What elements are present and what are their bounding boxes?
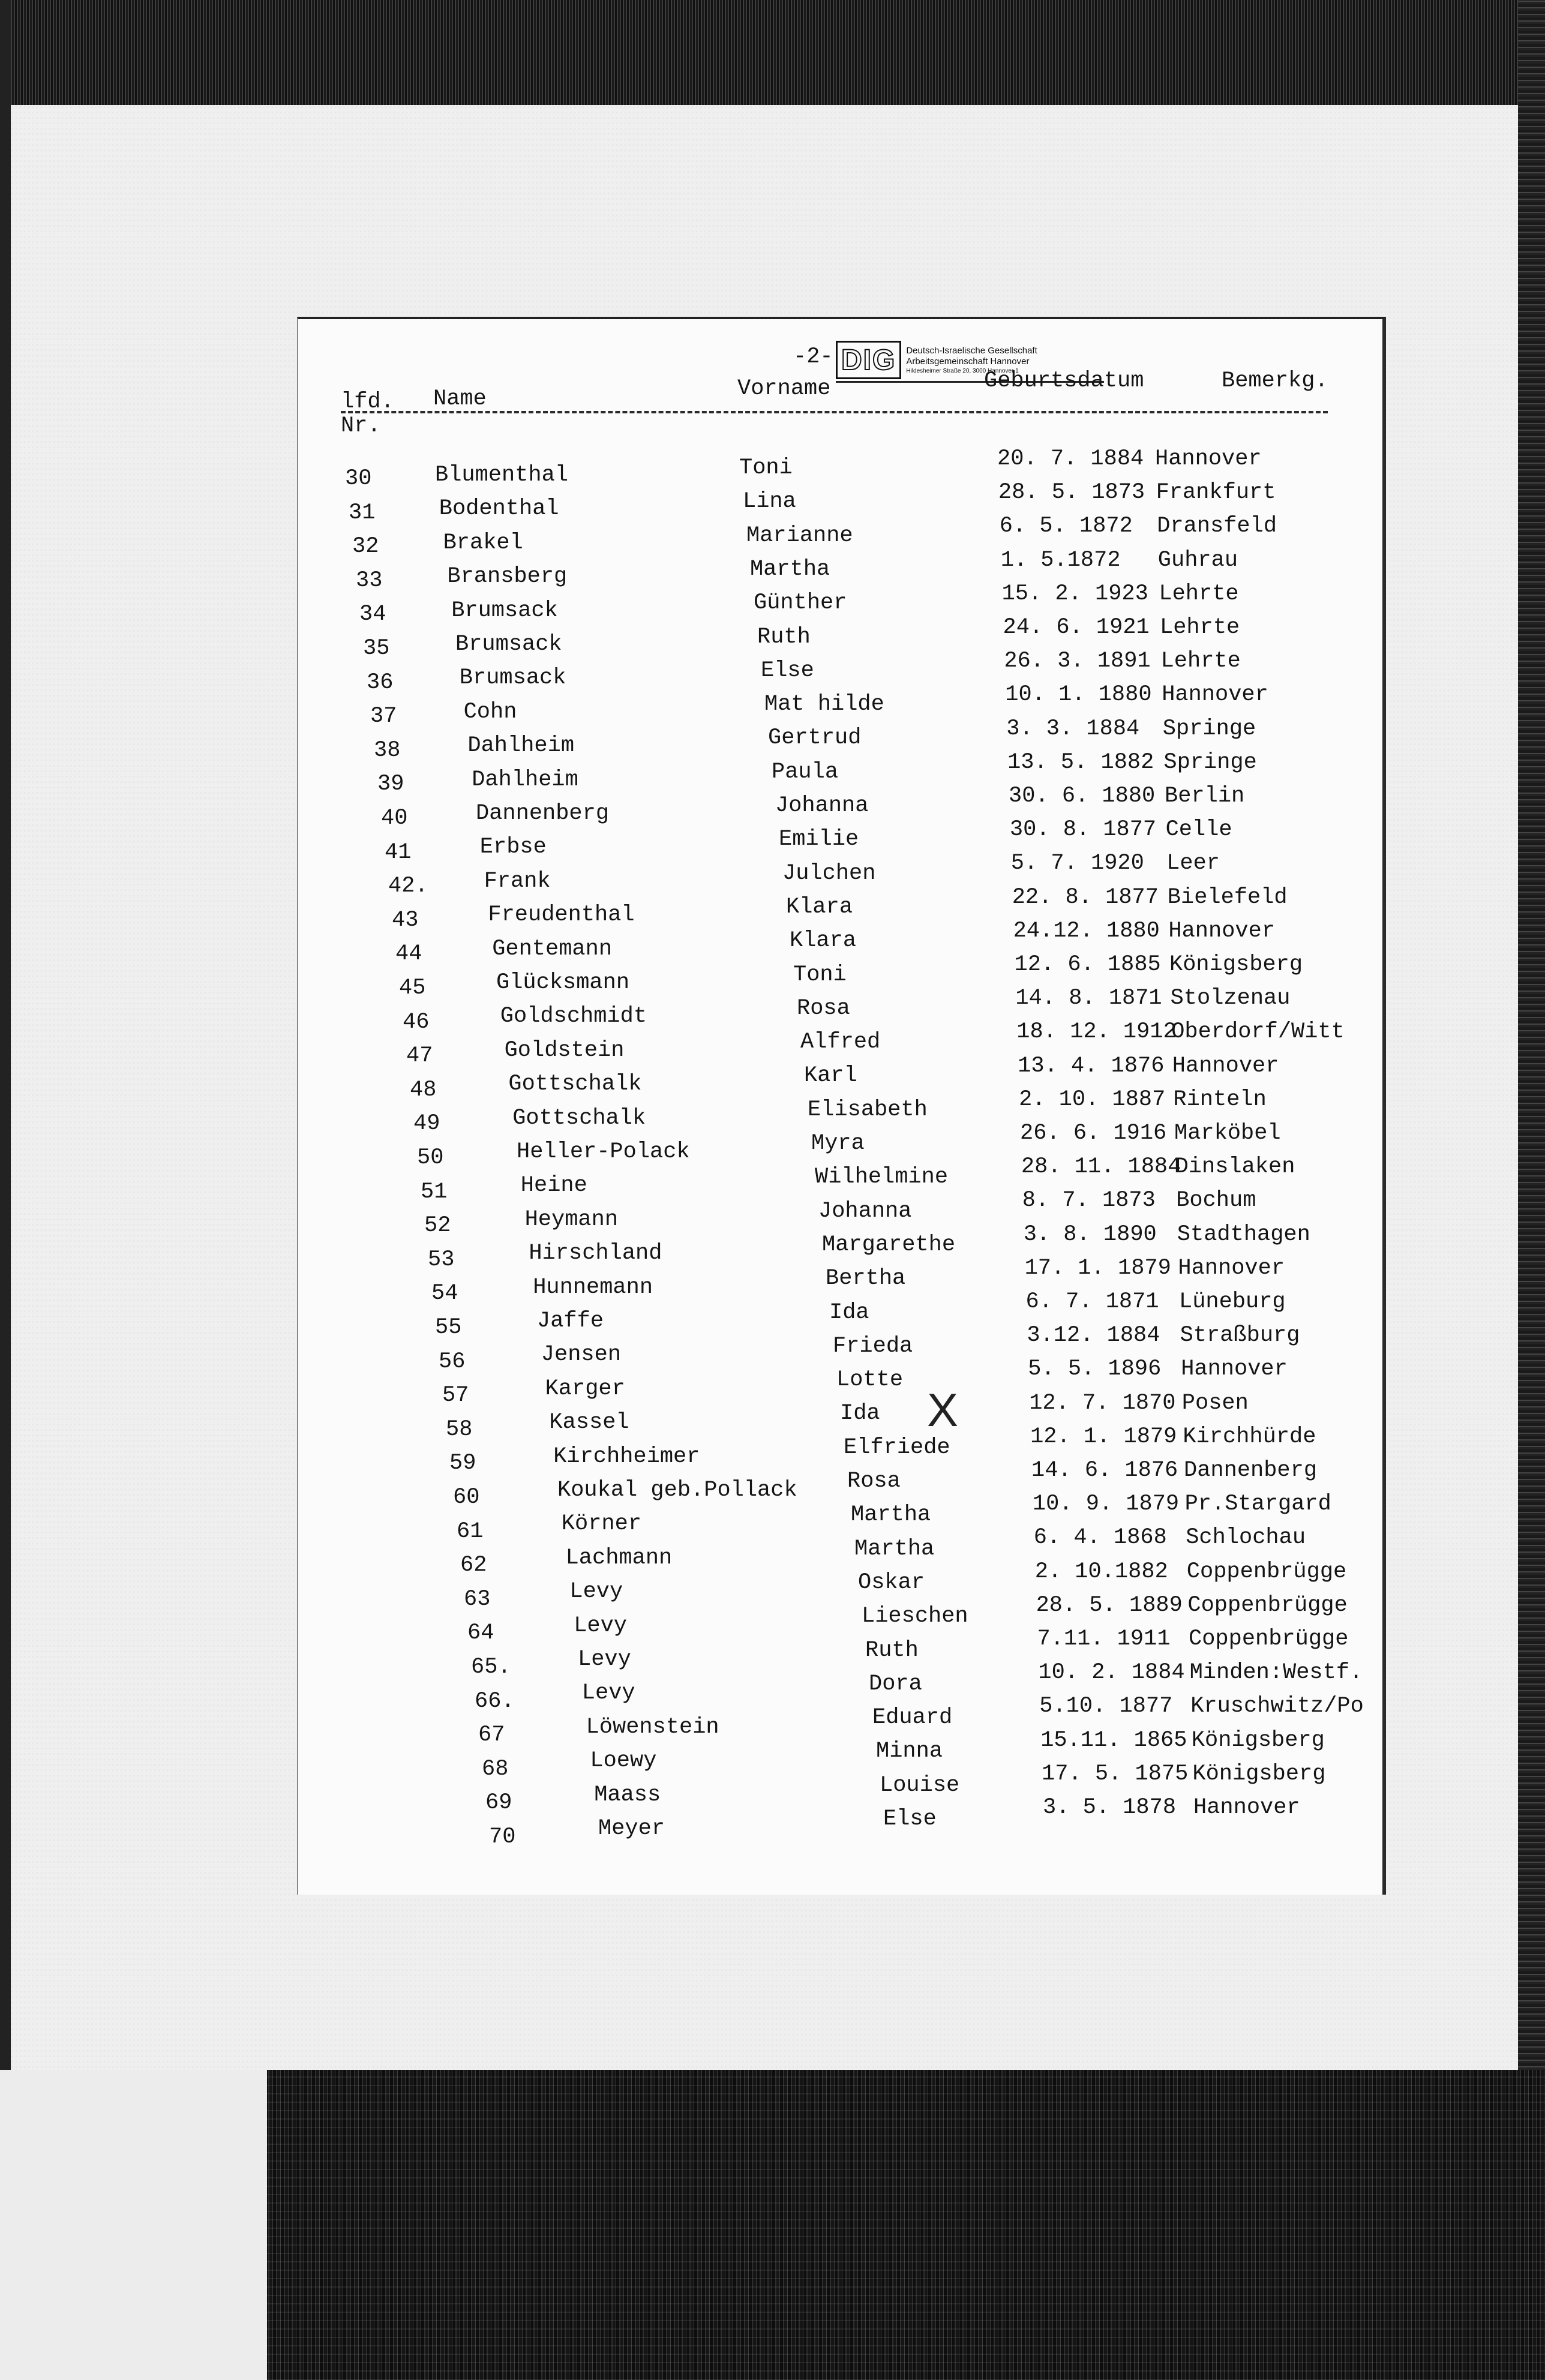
row-birthdate: 28. 5. 1873 xyxy=(998,480,1145,506)
row-birthdate: 24.12. 1880 xyxy=(1013,918,1160,944)
row-birthdate: 28. 5. 1889 xyxy=(1036,1592,1183,1618)
row-firstname: Mat hilde xyxy=(764,692,884,718)
row-surname: Brumsack xyxy=(459,665,566,691)
row-number: 56 xyxy=(439,1349,466,1374)
stamp-line-1: Deutsch-Israelische Gesellschaft xyxy=(906,345,1037,356)
row-firstname: Marianne xyxy=(746,523,853,548)
row-number: 42. xyxy=(388,874,428,899)
row-firstname: Johanna xyxy=(818,1198,912,1224)
row-firstname: Lotte xyxy=(836,1367,904,1393)
row-birthdate: 1. 5.1872 xyxy=(1000,547,1121,573)
row-birthdate: 10. 2. 1884 xyxy=(1038,1660,1185,1686)
row-birthdate: 3. 3. 1884 xyxy=(1006,716,1140,742)
row-birthplace: Kirchhürde xyxy=(1183,1424,1316,1449)
row-birthdate: 30. 6. 1880 xyxy=(1009,784,1156,809)
row-birthplace: Coppenbrügge xyxy=(1187,1592,1348,1618)
row-birthplace: Celle xyxy=(1165,817,1232,843)
row-birthplace: Coppenbrügge xyxy=(1189,1626,1349,1652)
row-birthdate: 12. 1. 1879 xyxy=(1030,1424,1177,1449)
row-birthdate: 12. 6. 1885 xyxy=(1014,952,1161,977)
row-number: 60 xyxy=(453,1485,480,1510)
row-number: 66. xyxy=(475,1688,515,1714)
row-birthplace: Guhrau xyxy=(1157,547,1238,573)
row-number: 49 xyxy=(413,1111,440,1137)
row-firstname: Gertrud xyxy=(768,725,862,751)
row-birthplace: Dannenberg xyxy=(1184,1458,1318,1483)
scan-border-left xyxy=(0,0,11,2380)
row-birthplace: Kruschwitz/Po xyxy=(1190,1694,1364,1719)
row-number: 61 xyxy=(457,1518,484,1544)
row-birthdate: 6. 5. 1872 xyxy=(999,514,1133,539)
row-surname: Cohn xyxy=(463,699,517,725)
row-surname: Hirschland xyxy=(529,1241,662,1266)
header-geburtsdatum: Geburtsdatum xyxy=(984,368,1144,394)
row-birthdate: 28. 11. 1884 xyxy=(1021,1154,1181,1180)
row-birthdate: 14. 6. 1876 xyxy=(1031,1458,1178,1483)
row-number: 62 xyxy=(460,1553,487,1578)
row-number: 63 xyxy=(464,1586,491,1612)
row-surname: Levy xyxy=(578,1647,631,1672)
stamp-line-2: Arbeitsgemeinschaft Hannover xyxy=(906,356,1030,367)
dig-logo: DIG xyxy=(836,341,901,379)
row-firstname: Ruth xyxy=(757,624,811,650)
header-vorname: Vorname xyxy=(737,376,831,401)
row-birthplace: Schlochau xyxy=(1186,1525,1306,1551)
row-birthdate: 6. 7. 1871 xyxy=(1025,1289,1159,1314)
row-number: 67 xyxy=(478,1722,505,1748)
row-birthplace: Hannover xyxy=(1181,1356,1288,1382)
row-surname: Gottschalk xyxy=(508,1072,642,1097)
row-birthplace: Hannover xyxy=(1172,1053,1279,1079)
row-surname: Goldstein xyxy=(504,1037,625,1063)
row-firstname: Oskar xyxy=(858,1569,925,1595)
row-number: 65. xyxy=(471,1655,511,1680)
row-firstname: Rosa xyxy=(797,995,850,1021)
row-birthdate: 2. 10.1882 xyxy=(1034,1559,1168,1584)
row-birthdate: 24. 6. 1921 xyxy=(1003,615,1150,640)
page-label: -2- xyxy=(793,344,833,370)
row-birthplace: Lehrte xyxy=(1159,581,1239,607)
row-number: 51 xyxy=(421,1179,448,1205)
row-surname: Gentemann xyxy=(492,936,613,962)
row-firstname: Klara xyxy=(786,894,853,920)
row-number: 47 xyxy=(406,1043,433,1069)
row-firstname: Elfriede xyxy=(844,1434,950,1460)
row-firstname: Bertha xyxy=(826,1266,906,1292)
row-birthplace: Minden:Westf. xyxy=(1189,1660,1363,1686)
row-surname: Kassel xyxy=(549,1410,629,1436)
row-surname: Lachmann xyxy=(565,1545,673,1571)
row-birthdate: 30. 8. 1877 xyxy=(1009,817,1157,843)
row-number: 69 xyxy=(485,1790,512,1816)
row-birthdate: 14. 8. 1871 xyxy=(1015,986,1162,1012)
row-surname: Erbse xyxy=(479,835,547,860)
row-surname: Freudenthal xyxy=(488,902,635,928)
header-nr: Nr. xyxy=(341,413,381,439)
row-firstname: Toni xyxy=(793,962,847,988)
row-surname: Bodenthal xyxy=(439,496,559,522)
row-surname: Blumenthal xyxy=(435,463,569,488)
row-firstname: Frieda xyxy=(833,1333,913,1359)
row-birthplace: Lüneburg xyxy=(1179,1289,1286,1314)
row-number: 35 xyxy=(363,636,390,661)
row-number: 53 xyxy=(428,1247,455,1272)
row-birthplace: Dransfeld xyxy=(1157,514,1277,539)
row-number: 44 xyxy=(395,941,422,967)
row-birthplace: Dinslaken xyxy=(1175,1154,1295,1180)
row-birthdate: 13. 4. 1876 xyxy=(1018,1053,1165,1079)
row-firstname: Wilhelmine xyxy=(815,1165,949,1190)
row-birthdate: 13. 5. 1882 xyxy=(1007,749,1154,775)
row-surname: Levy xyxy=(574,1613,628,1638)
row-surname: Frank xyxy=(484,868,551,894)
row-firstname: Paula xyxy=(772,759,839,785)
row-number: 34 xyxy=(359,602,386,628)
header-separator xyxy=(341,411,1328,413)
row-birthplace: Hannover xyxy=(1168,918,1276,944)
row-birthdate: 5. 5. 1896 xyxy=(1028,1356,1162,1382)
row-number: 33 xyxy=(356,568,383,593)
row-surname: Dannenberg xyxy=(476,801,610,826)
row-surname: Heymann xyxy=(524,1206,619,1232)
row-firstname: Lieschen xyxy=(862,1604,968,1629)
row-birthplace: Posen xyxy=(1181,1390,1249,1416)
row-number: 55 xyxy=(435,1315,462,1340)
row-birthdate: 15.11. 1865 xyxy=(1040,1727,1187,1753)
row-birthdate: 3. 8. 1890 xyxy=(1023,1221,1157,1247)
row-surname: Goldschmidt xyxy=(500,1004,647,1030)
row-number: 52 xyxy=(424,1213,451,1239)
row-firstname: Ida xyxy=(840,1401,880,1427)
row-birthplace: Hannover xyxy=(1178,1255,1285,1281)
row-number: 59 xyxy=(449,1451,476,1476)
row-number: 58 xyxy=(446,1416,473,1442)
row-surname: Brumsack xyxy=(451,598,558,623)
row-number: 39 xyxy=(377,772,404,797)
header-lfd: lfd. xyxy=(341,389,394,415)
row-surname: Jaffe xyxy=(537,1308,604,1334)
row-birthplace: Frankfurt xyxy=(1156,480,1276,506)
row-birthdate: 26. 6. 1916 xyxy=(1020,1121,1167,1146)
row-surname: Koukal geb.Pollack xyxy=(557,1478,797,1503)
row-birthdate: 2. 10. 1887 xyxy=(1019,1087,1166,1112)
row-surname: Löwenstein xyxy=(586,1714,719,1740)
scan-light-strip xyxy=(0,2070,267,2380)
row-number: 36 xyxy=(367,670,394,695)
row-number: 37 xyxy=(370,704,397,730)
row-firstname: Klara xyxy=(790,928,857,954)
row-birthplace: Springe xyxy=(1162,716,1256,742)
row-birthdate: 3.12. 1884 xyxy=(1027,1323,1160,1349)
row-firstname: Emilie xyxy=(779,827,859,853)
row-number: 46 xyxy=(403,1009,430,1035)
row-firstname: Ruth xyxy=(865,1637,919,1663)
row-number: 50 xyxy=(417,1145,444,1171)
row-firstname: Margarethe xyxy=(822,1232,956,1257)
handwritten-x-mark: X xyxy=(927,1383,959,1436)
row-birthplace: Lehrte xyxy=(1160,649,1241,674)
row-firstname: Julchen xyxy=(782,860,876,886)
row-birthplace: Marköbel xyxy=(1174,1121,1281,1146)
row-number: 30 xyxy=(345,466,372,491)
row-birthplace: Springe xyxy=(1163,749,1257,775)
row-surname: Brumsack xyxy=(455,632,562,657)
row-birthdate: 22. 8. 1877 xyxy=(1012,884,1159,910)
row-number: 31 xyxy=(349,500,376,526)
row-firstname: Else xyxy=(761,658,814,683)
row-surname: Karger xyxy=(545,1376,625,1401)
row-surname: Meyer xyxy=(598,1816,665,1841)
row-firstname: Louise xyxy=(880,1772,960,1798)
row-surname: Dahlheim xyxy=(467,733,575,759)
row-number: 68 xyxy=(482,1756,509,1782)
row-birthdate: 17. 5. 1875 xyxy=(1042,1761,1189,1787)
row-surname: Körner xyxy=(561,1511,642,1537)
row-firstname: Johanna xyxy=(775,793,869,818)
row-number: 54 xyxy=(431,1281,458,1307)
row-birthdate: 10. 9. 1879 xyxy=(1032,1491,1180,1517)
row-firstname: Myra xyxy=(811,1131,865,1156)
row-birthplace: Hannover xyxy=(1193,1795,1300,1820)
row-surname: Levy xyxy=(581,1680,635,1706)
row-number: 45 xyxy=(399,976,426,1001)
row-surname: Heine xyxy=(520,1173,587,1199)
header-bemerkg: Bemerkg. xyxy=(1222,368,1328,394)
row-number: 70 xyxy=(489,1824,516,1850)
row-birthplace: Lehrte xyxy=(1160,615,1240,640)
row-surname: Bransberg xyxy=(447,564,568,590)
row-birthplace: Königsberg xyxy=(1192,1761,1326,1787)
row-birthdate: 18. 12. 1912 xyxy=(1016,1019,1177,1045)
row-birthdate: 26. 3. 1891 xyxy=(1004,649,1151,674)
row-birthdate: 5. 7. 1920 xyxy=(1010,851,1144,877)
row-birthdate: 3. 5. 1878 xyxy=(1043,1795,1177,1820)
row-surname: Glücksmann xyxy=(496,970,630,995)
row-surname: Loewy xyxy=(590,1748,657,1774)
row-surname: Dahlheim xyxy=(472,767,578,793)
row-birthplace: Königsberg xyxy=(1169,952,1303,977)
row-firstname: Alfred xyxy=(800,1030,881,1055)
row-surname: Brakel xyxy=(443,530,523,556)
row-number: 48 xyxy=(410,1077,437,1103)
row-firstname: Karl xyxy=(804,1063,857,1089)
row-surname: Hunnemann xyxy=(533,1274,653,1300)
row-birthdate: 15. 2. 1923 xyxy=(1001,581,1148,607)
row-birthplace: Bielefeld xyxy=(1167,884,1288,910)
row-birthplace: Hannover xyxy=(1162,682,1268,708)
header-name: Name xyxy=(433,386,487,412)
row-number: 38 xyxy=(374,737,401,763)
row-birthplace: Rinteln xyxy=(1173,1087,1267,1112)
row-number: 41 xyxy=(385,839,412,865)
row-surname: Heller-Polack xyxy=(517,1139,690,1165)
row-number: 32 xyxy=(352,534,379,560)
row-birthdate: 7.11. 1911 xyxy=(1037,1626,1171,1652)
row-surname: Maass xyxy=(594,1782,661,1808)
row-number: 64 xyxy=(467,1620,494,1646)
row-birthplace: Oberdorf/Witt xyxy=(1171,1019,1345,1045)
row-firstname: Lina xyxy=(743,489,796,515)
row-birthplace: Königsberg xyxy=(1191,1727,1325,1753)
row-birthplace: Coppenbrügge xyxy=(1186,1559,1347,1584)
row-firstname: Else xyxy=(883,1806,937,1832)
row-number: 43 xyxy=(392,907,419,933)
row-surname: Gottschalk xyxy=(512,1105,646,1131)
row-birthdate: 17. 1. 1879 xyxy=(1024,1255,1171,1281)
row-birthplace: Stadthagen xyxy=(1177,1221,1310,1247)
row-birthplace: Hannover xyxy=(1155,446,1262,472)
row-birthplace: Straßburg xyxy=(1180,1323,1300,1349)
row-birthdate: 10. 1. 1880 xyxy=(1005,682,1152,708)
row-birthplace: Stolzenau xyxy=(1170,986,1291,1012)
row-firstname: Günther xyxy=(754,590,847,616)
row-surname: Jensen xyxy=(541,1342,622,1368)
row-surname: Levy xyxy=(569,1579,623,1605)
row-surname: Kirchheimer xyxy=(553,1443,700,1469)
row-number: 57 xyxy=(442,1383,469,1409)
row-firstname: Minna xyxy=(876,1739,943,1764)
row-firstname: Toni xyxy=(739,455,793,481)
row-birthdate: 12. 7. 1870 xyxy=(1029,1390,1176,1416)
stamp-line-3: Hildesheimer Straße 20, 3000 Hannover 1 xyxy=(906,367,1019,374)
row-firstname: Martha xyxy=(851,1502,931,1528)
scan-border-right xyxy=(1518,0,1545,2380)
row-birthplace: Leer xyxy=(1166,851,1220,877)
row-firstname: Ida xyxy=(829,1299,869,1325)
row-birthdate: 6. 4. 1868 xyxy=(1033,1525,1167,1551)
row-firstname: Martha xyxy=(854,1536,935,1562)
row-birthplace: Berlin xyxy=(1165,784,1245,809)
row-firstname: Martha xyxy=(750,556,830,582)
row-birthplace: Pr.Stargard xyxy=(1184,1491,1331,1517)
row-number: 40 xyxy=(381,806,408,831)
row-birthdate: 8. 7. 1873 xyxy=(1022,1188,1156,1214)
row-birthdate: 20. 7. 1884 xyxy=(997,446,1144,472)
row-birthplace: Bochum xyxy=(1176,1188,1256,1214)
row-firstname: Eduard xyxy=(872,1705,953,1731)
row-birthdate: 5.10. 1877 xyxy=(1039,1694,1173,1719)
row-firstname: Rosa xyxy=(847,1469,901,1494)
row-firstname: Elisabeth xyxy=(808,1097,928,1123)
row-firstname: Dora xyxy=(869,1671,922,1697)
scan-border-top xyxy=(0,0,1545,105)
